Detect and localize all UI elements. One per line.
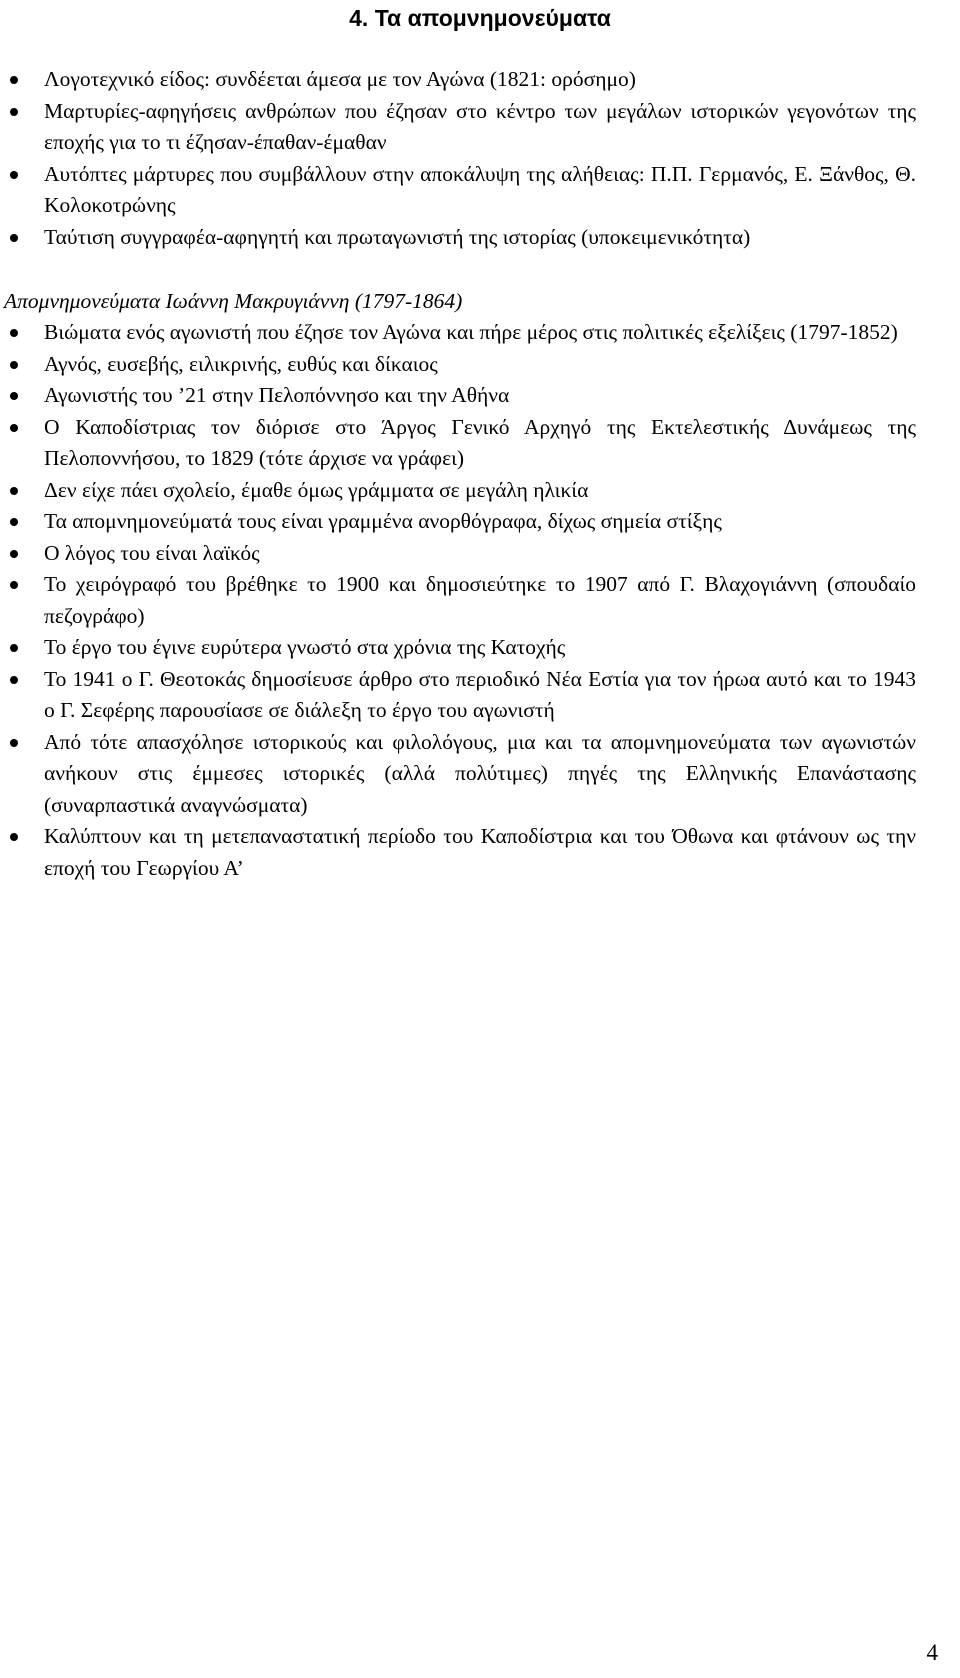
list-item	[0, 821, 916, 884]
bullet-icon	[10, 739, 18, 747]
list-item-text: Τα απομνημονεύματά τους είναι γραμμένα ανορθόγραφα, δίχως σημεία στίξης	[44, 509, 722, 533]
list-item	[0, 475, 916, 507]
list-item-text: Το χειρόγραφό του βρέθηκε το 1900 και δημοσιεύτηκε το 1907 από Γ. Βλαχογιάννη (σπουδαίο πεζογράφο)	[44, 572, 916, 628]
list-item-text: Ταύτιση συγγραφέα-αφηγητή και πρωταγωνιστή της ιστορίας (υποκειμενικότητα)	[44, 224, 751, 249]
list-item	[0, 349, 916, 381]
list-item	[0, 538, 916, 570]
list-item-text: Δεν είχε πάει σχολείο, έμαθε όμως γράμματα σε μεγάλη ηλικία	[44, 477, 589, 502]
list-item	[0, 317, 916, 349]
list-item-text: Λογοτεχνικό είδος: συνδέεται άμεσα με τον Αγώνα (1821: ορόσημο)	[44, 67, 636, 91]
bullet-icon	[10, 518, 18, 526]
list-item	[0, 569, 916, 632]
bullet-icon	[10, 581, 18, 589]
bullet-icon	[10, 171, 18, 179]
list-item-text: Ο Καποδίστριας τον διόρισε στο Άργος Γενικό Αρχηγό της Εκτελεστικής Δυνάμεως της Πελοποννήσου, το 1829 (τότε άρχισε να γράφει)	[44, 414, 916, 470]
bullet-icon	[10, 644, 18, 652]
list-item-text: Από τότε απασχόλησε ιστορικούς και φιλολόγους, μια και τα απομνημονεύματα των αγωνιστών ανήκουν στις έμμεσες ιστορικές (αλλά πολύτιμες) πηγές της Ελληνικής Επανάστασης (συναρπαστικά αναγνώσματα)	[44, 729, 916, 817]
bullet-icon	[10, 487, 18, 495]
list-item	[0, 727, 916, 822]
bullet-icon	[10, 329, 18, 337]
list-item	[0, 632, 916, 664]
list-item	[0, 664, 916, 727]
list-item-text: Αγωνιστής του ’21 στην Πελοπόννησο και την Αθήνα	[44, 383, 510, 407]
list-item-text: Βιώματα ενός αγωνιστή που έζησε τον Αγώνα και πήρε μέρος στις πολιτικές εξελίξεις (1797-1852)	[44, 320, 898, 344]
list-item-text: Το έργο του έγινε ευρύτερα γνωστό στα χρόνια της Κατοχής	[44, 635, 566, 659]
bullet-icon	[10, 361, 18, 369]
list-item	[0, 380, 916, 412]
list-item	[0, 159, 916, 222]
list-item-text: Αυτόπτες μάρτυρες που συμβάλλουν στην αποκάλυψη της αλήθειας: Π.Π. Γερμανός, Ε. Ξάνθος, Θ. Κολοκοτρώνης	[44, 161, 916, 217]
list-item	[0, 412, 916, 475]
list-item	[0, 64, 916, 96]
bullet-icon	[10, 234, 18, 242]
bullet-icon	[10, 833, 18, 841]
page-title: 4. Τα απομνημονεύματα	[349, 5, 611, 31]
page-number: 4	[926, 1640, 938, 1665]
list-item-text: Το 1941 ο Γ. Θεοτοκάς δημοσίευσε άρθρο στο περιοδικό Νέα Εστία για τον ήρωα αυτό και το 1943 ο Γ. Σεφέρης παρουσίασε σε διάλεξη το έργο του αγωνιστή	[44, 666, 916, 722]
bullet-icon	[10, 76, 18, 84]
list-item-text: Ο λόγος του είναι λαϊκός	[44, 540, 260, 565]
list-item	[0, 506, 916, 538]
list-item	[0, 96, 916, 159]
list-item-text: Μαρτυρίες-αφηγήσεις ανθρώπων που έζησαν στο κέντρο των μεγάλων ιστορικών γεγονότων της εποχής για το τι έζησαν-έπαθαν-έμαθαν	[44, 98, 916, 154]
bullet-icon	[10, 108, 18, 116]
bullet-icon	[10, 550, 18, 558]
intro-bullet-list	[0, 64, 960, 253]
list-item	[0, 222, 916, 254]
section-heading: Απομνημονεύματα Ιωάννη Μακρυγιάννη (1797-1864)	[4, 289, 463, 313]
list-item-text: Καλύπτουν και τη μετεπαναστατική περίοδο του Καποδίστρια και του Όθωνα και φτάνουν ως την εποχή του Γεωργίου Α’	[44, 824, 916, 880]
list-item-text: Αγνός, ευσεβής, ειλικρινής, ευθύς και δίκαιος	[44, 351, 438, 376]
bullet-icon	[10, 676, 18, 684]
bullet-icon	[10, 424, 18, 432]
makrygiannis-bullet-list	[0, 317, 960, 884]
bullet-icon	[10, 392, 18, 400]
